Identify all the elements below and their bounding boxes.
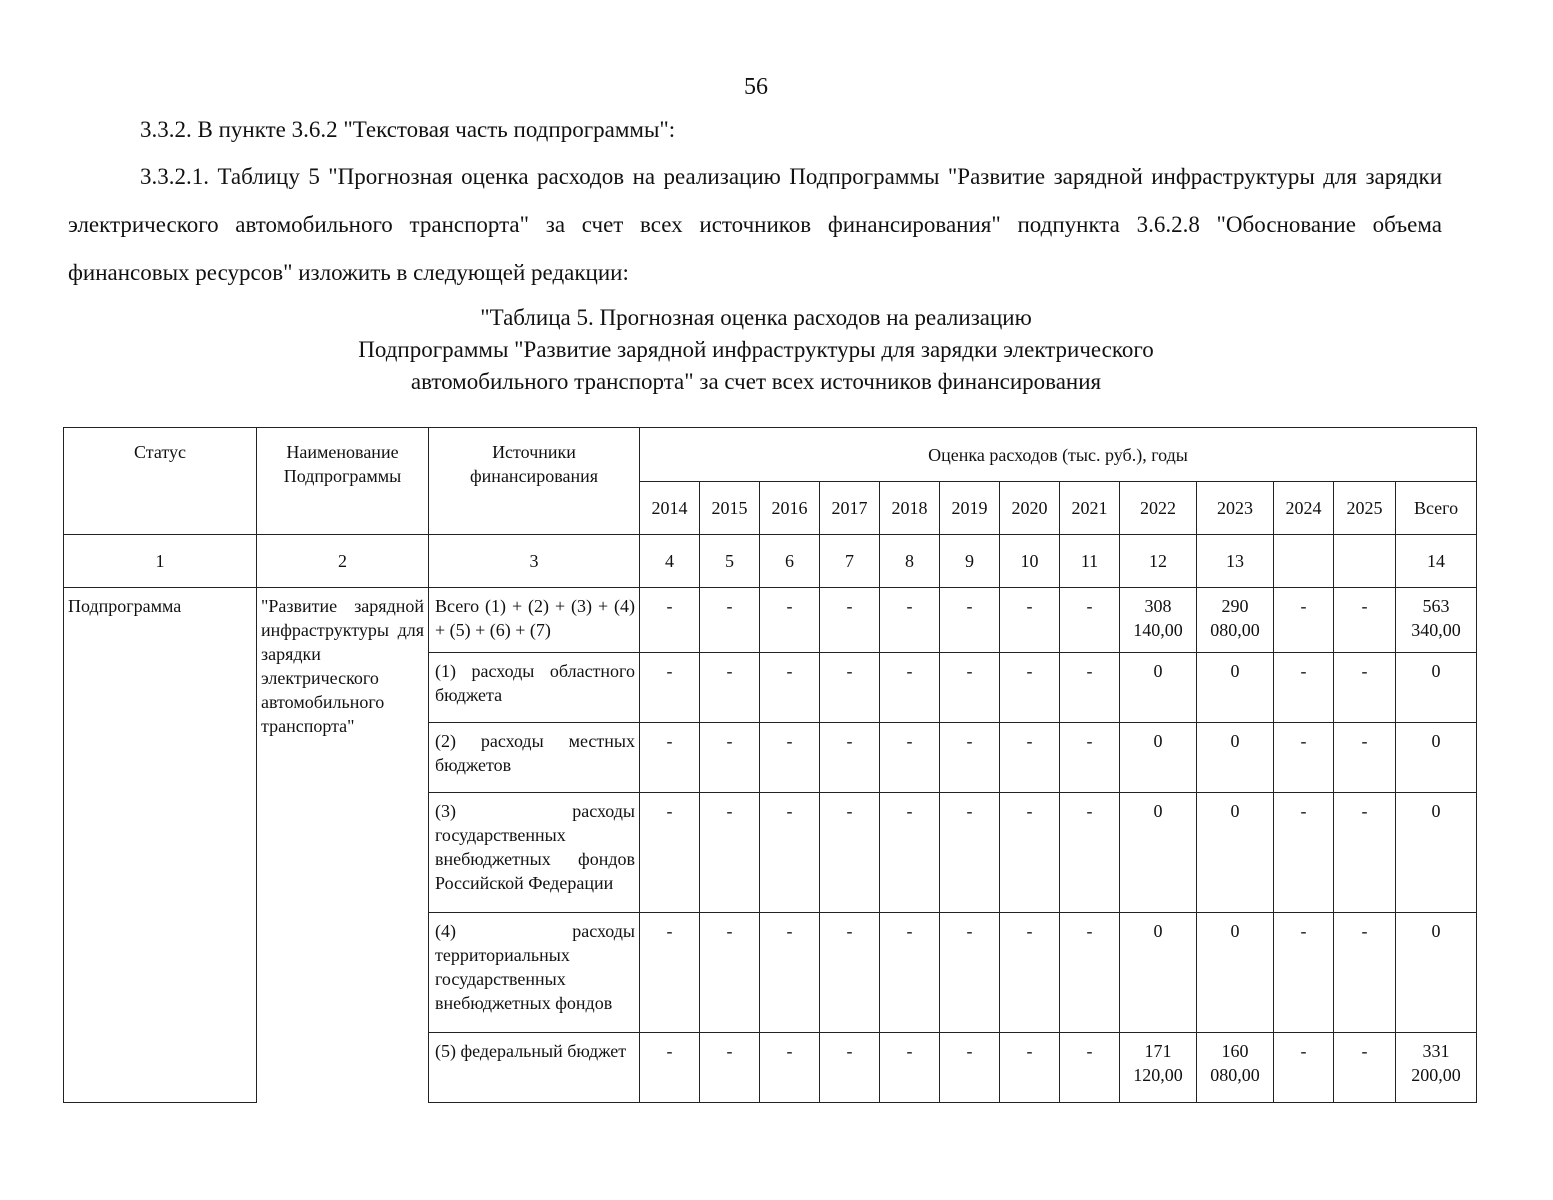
- value-cell: 171 120,00: [1120, 1033, 1197, 1103]
- header-row-1: [64, 428, 1477, 482]
- value-cell: 0: [1396, 653, 1477, 723]
- value-cell: -: [940, 793, 1000, 913]
- value-cell: -: [1060, 723, 1120, 793]
- value-cell: -: [820, 723, 880, 793]
- column-number: 2: [257, 535, 429, 588]
- header-status: Статус: [64, 428, 257, 535]
- value-cell: -: [820, 793, 880, 913]
- value-cell: -: [1060, 1033, 1120, 1103]
- table-caption: [0, 302, 1512, 398]
- value-cell: -: [880, 1033, 940, 1103]
- value-cell: -: [820, 913, 880, 1033]
- year-header: 2021: [1060, 482, 1120, 535]
- value-cell: -: [1060, 588, 1120, 653]
- funding-source-cell: (5) федеральный бюджет: [429, 1033, 640, 1103]
- year-header: 2017: [820, 482, 880, 535]
- caption-line-3: автомобильного транспорта" за счет всех источников финансирования: [410, 369, 1102, 394]
- value-cell: -: [1000, 793, 1060, 913]
- paragraph-3-3-2-1: 3.3.2.1. Таблицу 5 "Прогнозная оценка расходов на реализацию Подпрограммы "Развитие зарядной инфраструктуры для зарядки электрического автомобильного транспорта" за счет всех источников финансирования" подпункта 3.6.2.8 "Обоснование объема финансовых ресурсов" изложить в следующей редакции:: [68, 164, 1442, 285]
- page-number: 56: [744, 74, 768, 100]
- value-cell: -: [1274, 793, 1334, 913]
- column-number-row: [64, 535, 1477, 588]
- value-cell: -: [940, 1033, 1000, 1103]
- paragraph-3-3-2: 3.3.2. В пункте 3.6.2 "Текстовая часть подпрограммы":: [140, 117, 676, 142]
- value-cell: -: [1000, 588, 1060, 653]
- value-cell: -: [1060, 913, 1120, 1033]
- value-cell: 308 140,00: [1120, 588, 1197, 653]
- value-cell: 0: [1197, 913, 1274, 1033]
- value-cell: -: [760, 1033, 820, 1103]
- value-cell: -: [640, 653, 700, 723]
- funding-source-cell: (4) расходы территориальных государственных внебюджетных фондов: [429, 913, 640, 1033]
- value-cell: -: [1274, 913, 1334, 1033]
- value-cell: -: [880, 653, 940, 723]
- value-cell: -: [700, 913, 760, 1033]
- value-cell: -: [640, 723, 700, 793]
- value-cell: -: [940, 723, 1000, 793]
- value-cell: -: [880, 723, 940, 793]
- value-cell: -: [640, 913, 700, 1033]
- value-cell: -: [1000, 1033, 1060, 1103]
- column-number: [1274, 535, 1334, 588]
- column-number: 3: [429, 535, 640, 588]
- value-cell: 0: [1120, 723, 1197, 793]
- funding-source-cell: (2) расходы местных бюджетов: [429, 723, 640, 793]
- value-cell: -: [1060, 793, 1120, 913]
- value-cell: -: [760, 793, 820, 913]
- value-cell: -: [820, 1033, 880, 1103]
- value-cell: 290 080,00: [1197, 588, 1274, 653]
- value-cell: -: [1000, 653, 1060, 723]
- funding-source-cell: Всего (1) + (2) + (3) + (4) + (5) + (6) + (7): [429, 588, 640, 653]
- value-cell: 331 200,00: [1396, 1033, 1477, 1103]
- value-cell: 0: [1197, 653, 1274, 723]
- value-cell: -: [1274, 723, 1334, 793]
- value-cell: -: [700, 653, 760, 723]
- value-cell: -: [1274, 653, 1334, 723]
- value-cell: -: [700, 723, 760, 793]
- value-cell: -: [820, 653, 880, 723]
- value-cell: -: [940, 653, 1000, 723]
- value-cell: -: [1000, 913, 1060, 1033]
- year-header: 2018: [880, 482, 940, 535]
- value-cell: 563 340,00: [1396, 588, 1477, 653]
- column-number: 6: [760, 535, 820, 588]
- year-header: Всего: [1396, 482, 1477, 535]
- subprogram-name-cell: "Развитие зарядной инфраструктуры для зарядки электрического автомобильного транспорта": [257, 588, 429, 1103]
- value-cell: 160 080,00: [1197, 1033, 1274, 1103]
- value-cell: -: [1334, 588, 1396, 653]
- value-cell: 0: [1197, 723, 1274, 793]
- value-cell: -: [940, 588, 1000, 653]
- value-cell: 0: [1120, 913, 1197, 1033]
- value-cell: -: [1334, 913, 1396, 1033]
- year-header: 2023: [1197, 482, 1274, 535]
- header-estimate: Оценка расходов (тыс. руб.), годы: [640, 428, 1477, 482]
- column-number: 14: [1396, 535, 1477, 588]
- value-cell: -: [1334, 1033, 1396, 1103]
- column-number: 7: [820, 535, 880, 588]
- header-sources: Источники финансирования: [429, 428, 640, 535]
- value-cell: -: [640, 1033, 700, 1103]
- column-number: 1: [64, 535, 257, 588]
- value-cell: -: [1060, 653, 1120, 723]
- value-cell: -: [880, 913, 940, 1033]
- value-cell: -: [1334, 653, 1396, 723]
- value-cell: -: [1334, 723, 1396, 793]
- value-cell: -: [700, 793, 760, 913]
- year-header: 2016: [760, 482, 820, 535]
- column-number: 8: [880, 535, 940, 588]
- status-cell: Подпрограмма: [64, 588, 257, 1103]
- value-cell: 0: [1197, 793, 1274, 913]
- value-cell: -: [760, 723, 820, 793]
- column-number: 11: [1060, 535, 1120, 588]
- header-name: Наименование Подпрограммы: [257, 428, 429, 535]
- column-number: 5: [700, 535, 760, 588]
- value-cell: -: [940, 913, 1000, 1033]
- value-cell: -: [760, 913, 820, 1033]
- value-cell: -: [1000, 723, 1060, 793]
- caption-line-2: Подпрограммы "Развитие зарядной инфраструктуры для зарядки электрического: [358, 337, 1154, 362]
- value-cell: 0: [1396, 793, 1477, 913]
- column-number: 12: [1120, 535, 1197, 588]
- value-cell: -: [760, 653, 820, 723]
- column-number: 10: [1000, 535, 1060, 588]
- table-body: [64, 428, 1477, 1103]
- year-header: 2014: [640, 482, 700, 535]
- year-header: 2025: [1334, 482, 1396, 535]
- value-cell: -: [760, 588, 820, 653]
- value-cell: -: [880, 793, 940, 913]
- value-cell: 0: [1396, 913, 1477, 1033]
- value-cell: 0: [1120, 653, 1197, 723]
- value-cell: 0: [1396, 723, 1477, 793]
- funding-source-cell: (1) расходы областного бюджета: [429, 653, 640, 723]
- value-cell: -: [700, 1033, 760, 1103]
- column-number: 9: [940, 535, 1000, 588]
- year-header: 2020: [1000, 482, 1060, 535]
- value-cell: -: [640, 793, 700, 913]
- value-cell: 0: [1120, 793, 1197, 913]
- caption-line-1: "Таблица 5. Прогнозная оценка расходов на реализацию: [480, 305, 1032, 330]
- value-cell: -: [820, 588, 880, 653]
- value-cell: -: [640, 588, 700, 653]
- value-cell: -: [1274, 1033, 1334, 1103]
- column-number: 4: [640, 535, 700, 588]
- year-header: 2024: [1274, 482, 1334, 535]
- column-number: 13: [1197, 535, 1274, 588]
- year-header: 2015: [700, 482, 760, 535]
- value-cell: -: [1274, 588, 1334, 653]
- table-row: [64, 588, 1477, 653]
- funding-source-cell: (3) расходы государственных внебюджетных фондов Российской Федерации: [429, 793, 640, 913]
- year-header: 2022: [1120, 482, 1197, 535]
- value-cell: -: [700, 588, 760, 653]
- value-cell: -: [880, 588, 940, 653]
- column-number: [1334, 535, 1396, 588]
- year-header: 2019: [940, 482, 1000, 535]
- financing-table: [63, 427, 1477, 1103]
- value-cell: -: [1334, 793, 1396, 913]
